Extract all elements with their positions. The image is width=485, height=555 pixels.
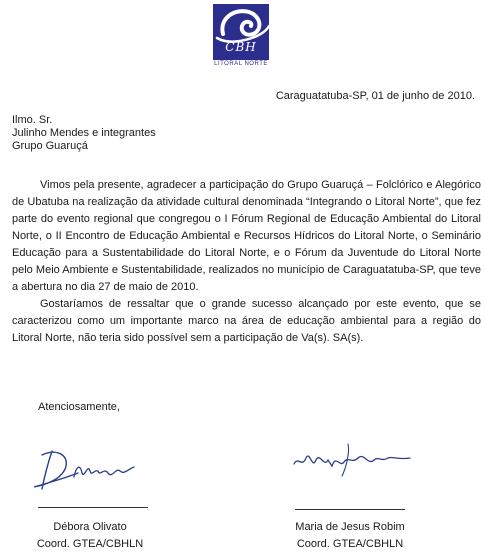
signatory-left [20,519,160,553]
logo-mark-text: CBH [225,40,257,54]
signatory-role: Coord. GTEA/CBHLN [296,538,404,550]
date-line: Caraguatatuba-SP, 01 de junho de 2010. [275,90,475,102]
letter-body [12,177,481,347]
signatory-name: Maria de Jesus Robim [295,521,405,533]
signature-left-icon [28,443,140,493]
signature-line-right [295,509,405,510]
cbh-logo [213,4,269,66]
salutation: Ilmo. Sr. [12,114,53,126]
logo-subtitle: LITORAL NORTE [214,61,268,67]
recipient-group: Grupo Guaruçá [12,140,88,152]
signatory-role: Coord. GTEA/CBHLN [36,538,144,550]
paragraph: Vimos pela presente, agradecer a participação do Grupo Guaruçá – Folclórico e Alegórico de Ubatuba na realização da atividade cultural denominada “Integrando o Litoral Norte”, que fez parte do evento regional que congregou o I Fórum Regional de Educação Ambiental do Litoral Norte, o II Encontro de Educação Ambiental e Recursos Hídricos do Litoral Norte, o Seminário Educação para a Sustentabilidade do Litoral Norte, e o Fórum da Juventude do Litoral Norte pelo Meio Ambiente e Sustentabilidade, realizados no município de Caraguatatuba-SP, que teve a abertura no dia 27 de maio de 2010. [12,179,481,293]
signatory-right [275,519,425,553]
signature-line-left [38,507,148,508]
signatory-name: Débora Olivato [53,521,127,533]
closing: Atenciosamente, [38,401,120,413]
paragraph: Gostaríamos de ressaltar que o grande sucesso alcançado por este evento, que se caracterizou como um importante marco na área de educação ambiental para a região do Litoral Norte, não teria sido possível sem a participação de Va(s). SA(s). [12,298,481,344]
recipient-name: Julinho Mendes e integrantes [12,127,156,139]
signature-right-icon [288,438,418,478]
recipient-block [12,114,156,153]
logo-emblem [213,4,269,60]
